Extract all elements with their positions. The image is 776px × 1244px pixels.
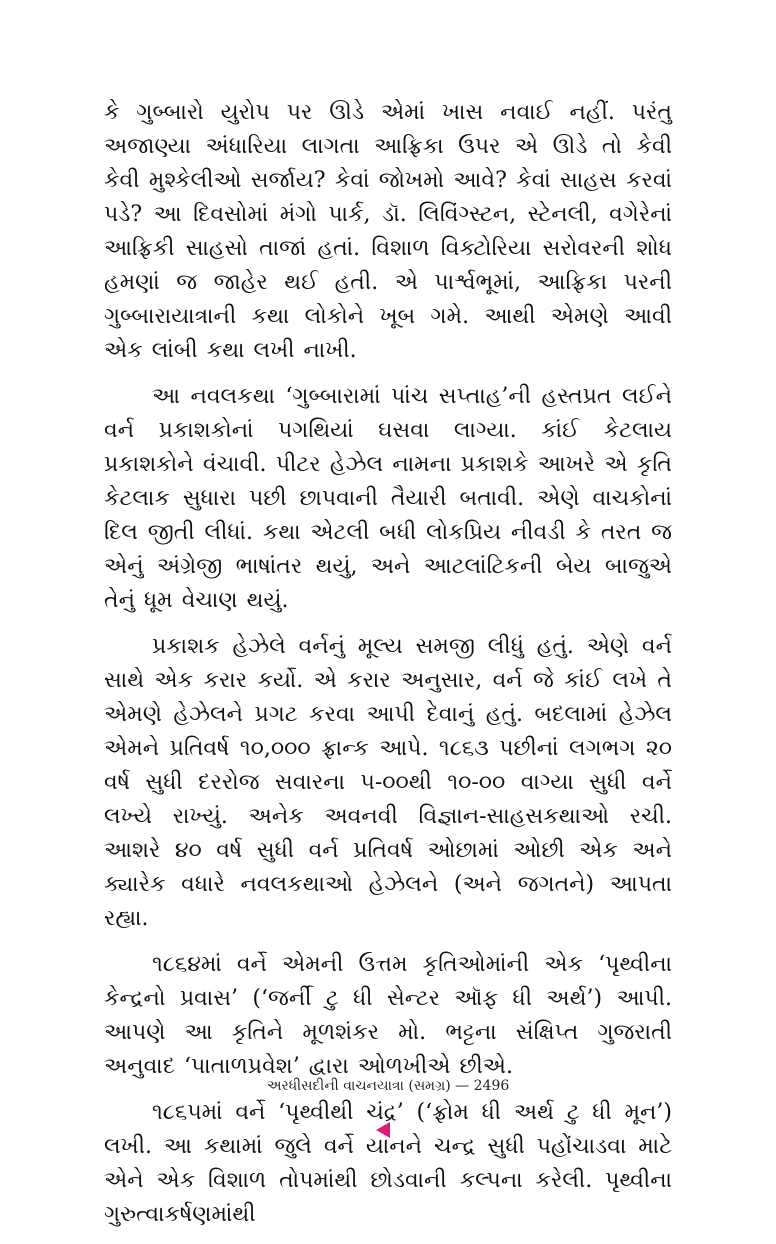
paragraph-5: ૧૮૬૫માં વર્ને ‘પૃથ્વીથી ચંદ્ર’ (‘ફ્રોમ ધી અર્થ ટુ ધી મૂન’) લખી. આ કથામાં જુલે વર્ને યાનને ચન્દ્ર સુધી પહોંચાડવા માટે એને એક વિશાળ તોપમાંથી છોડવાની કલ્પના કરેલી. પૃથ્વીના ગુરુત્વાકર્ષણમાંથી <box>104 1100 672 1227</box>
page-body <box>104 96 672 1244</box>
paragraph-2: આ નવલકથા ‘ગુબ્બારામાં પાંચ સપ્તાહ’ની હસ્તપ્રત લઈને વર્ન પ્રકાશકોનાં પગથિયાં ઘસવા લાગ્યા. કાંઈ કેટલાય પ્રકાશકોને વંચાવી. પીટર હેઝેલ નામના પ્રકાશકે આખરે એ કૃતિ કેટલાક સુધારા પછી છાપવાની તૈયારી બતાવી. એણે વાચકોનાં દિલ જીતી લીધાં. કથા એટલી બધી લોકપ્રિય નીવડી કે તરત જ એનું અંગ્રેજી ભાષાંતર થયું, અને આટલાંટિકની બેય બાજુએ તેનું ધૂમ વેચાણ થયું. <box>104 384 672 613</box>
page-footer: અરધીસદીની વાચનયાત્રા (સમગ્ર) — 2496 <box>266 1078 510 1094</box>
paragraph-4: ૧૮૬૪માં વર્ને એમની ઉત્તમ કૃતિઓમાંની એક ‘પૃથ્વીના કેન્દ્રનો પ્રવાસ’ (‘જર્ની ટુ ધી સેન્ટર ઑફ ધી અર્થ’) આપી. આપણે આ કૃતિને મૂળશંકર મો. ભટ્ટના સંક્ષિપ્ત ગુજરાતી અનુવાદ ‘પાતાળપ્રવેશ’ દ્વારા ઓળખીએ છીએ. <box>104 952 672 1079</box>
paragraph-3: પ્રકાશક હેઝેલે વર્નનું મૂલ્ય સમજી લીધું હતું. એણે વર્ન સાથે એક કરાર કર્યો. એ કરાર અનુસાર, વર્ન જે કાંઈ લખે તે એમણે હેઝેલને પ્રગટ કરવા આપી દેવાનું હતું. બદલામાં હેઝેલ એમને પ્રતિવર્ષ ૧૦,૦૦૦ ફ્રાન્ક આપે. ૧૮૬૩ પછીનાં લગભગ ૨૦ વર્ષ સુધી દરરોજ સવારના ૫-૦૦થી ૧૦-૦૦ વાગ્યા સુધી વર્ને લખ્યે રાખ્યું. અનેક અવનવી વિજ્ઞાન-સાહસકથાઓ રચી. આશરે ૪૦ વર્ષ સુધી વર્ન પ્રતિવર્ષ ઓછામાં ઓછી એક અને ક્યારેક વધારે નવલકથાઓ હેઝેલને (અને જગતને) આપતા રહ્યા. <box>104 634 672 931</box>
paragraph-1: કે ગુબ્બારો યુરોપ પર ઊડે એમાં ખાસ નવાઈ નહીં. પરંતુ અજાણ્યા અંધારિયા લાગતા આફ્રિકા ઉપર એ ઊડે તો કેવી કેવી મુશ્કેલીઓ સર્જાય? કેવાં જોખમો આવે? કેવાં સાહસ કરવાં પડે? આ દિવસોમાં મંગો પાર્ક, ડૉ. લિવિંગ્સ્ટન, સ્ટેનલી, વગેરેનાં આફ્રિકી સાહસો તાજાં હતાં. વિશાળ વિક્ટોરિયા સરોવરની શોધ હમણાં જ જાહેર થઈ હતી. એ પાર્શ્વભૂમાં, આફ્રિકા પરની ગુબ્બારાયાત્રાની કથા લોકોને ખૂબ ગમે. આથી એમણે આવી એક લાંબી કથા લખી નાખી. <box>104 100 672 363</box>
previous-page-arrow-icon[interactable] <box>376 1122 390 1138</box>
